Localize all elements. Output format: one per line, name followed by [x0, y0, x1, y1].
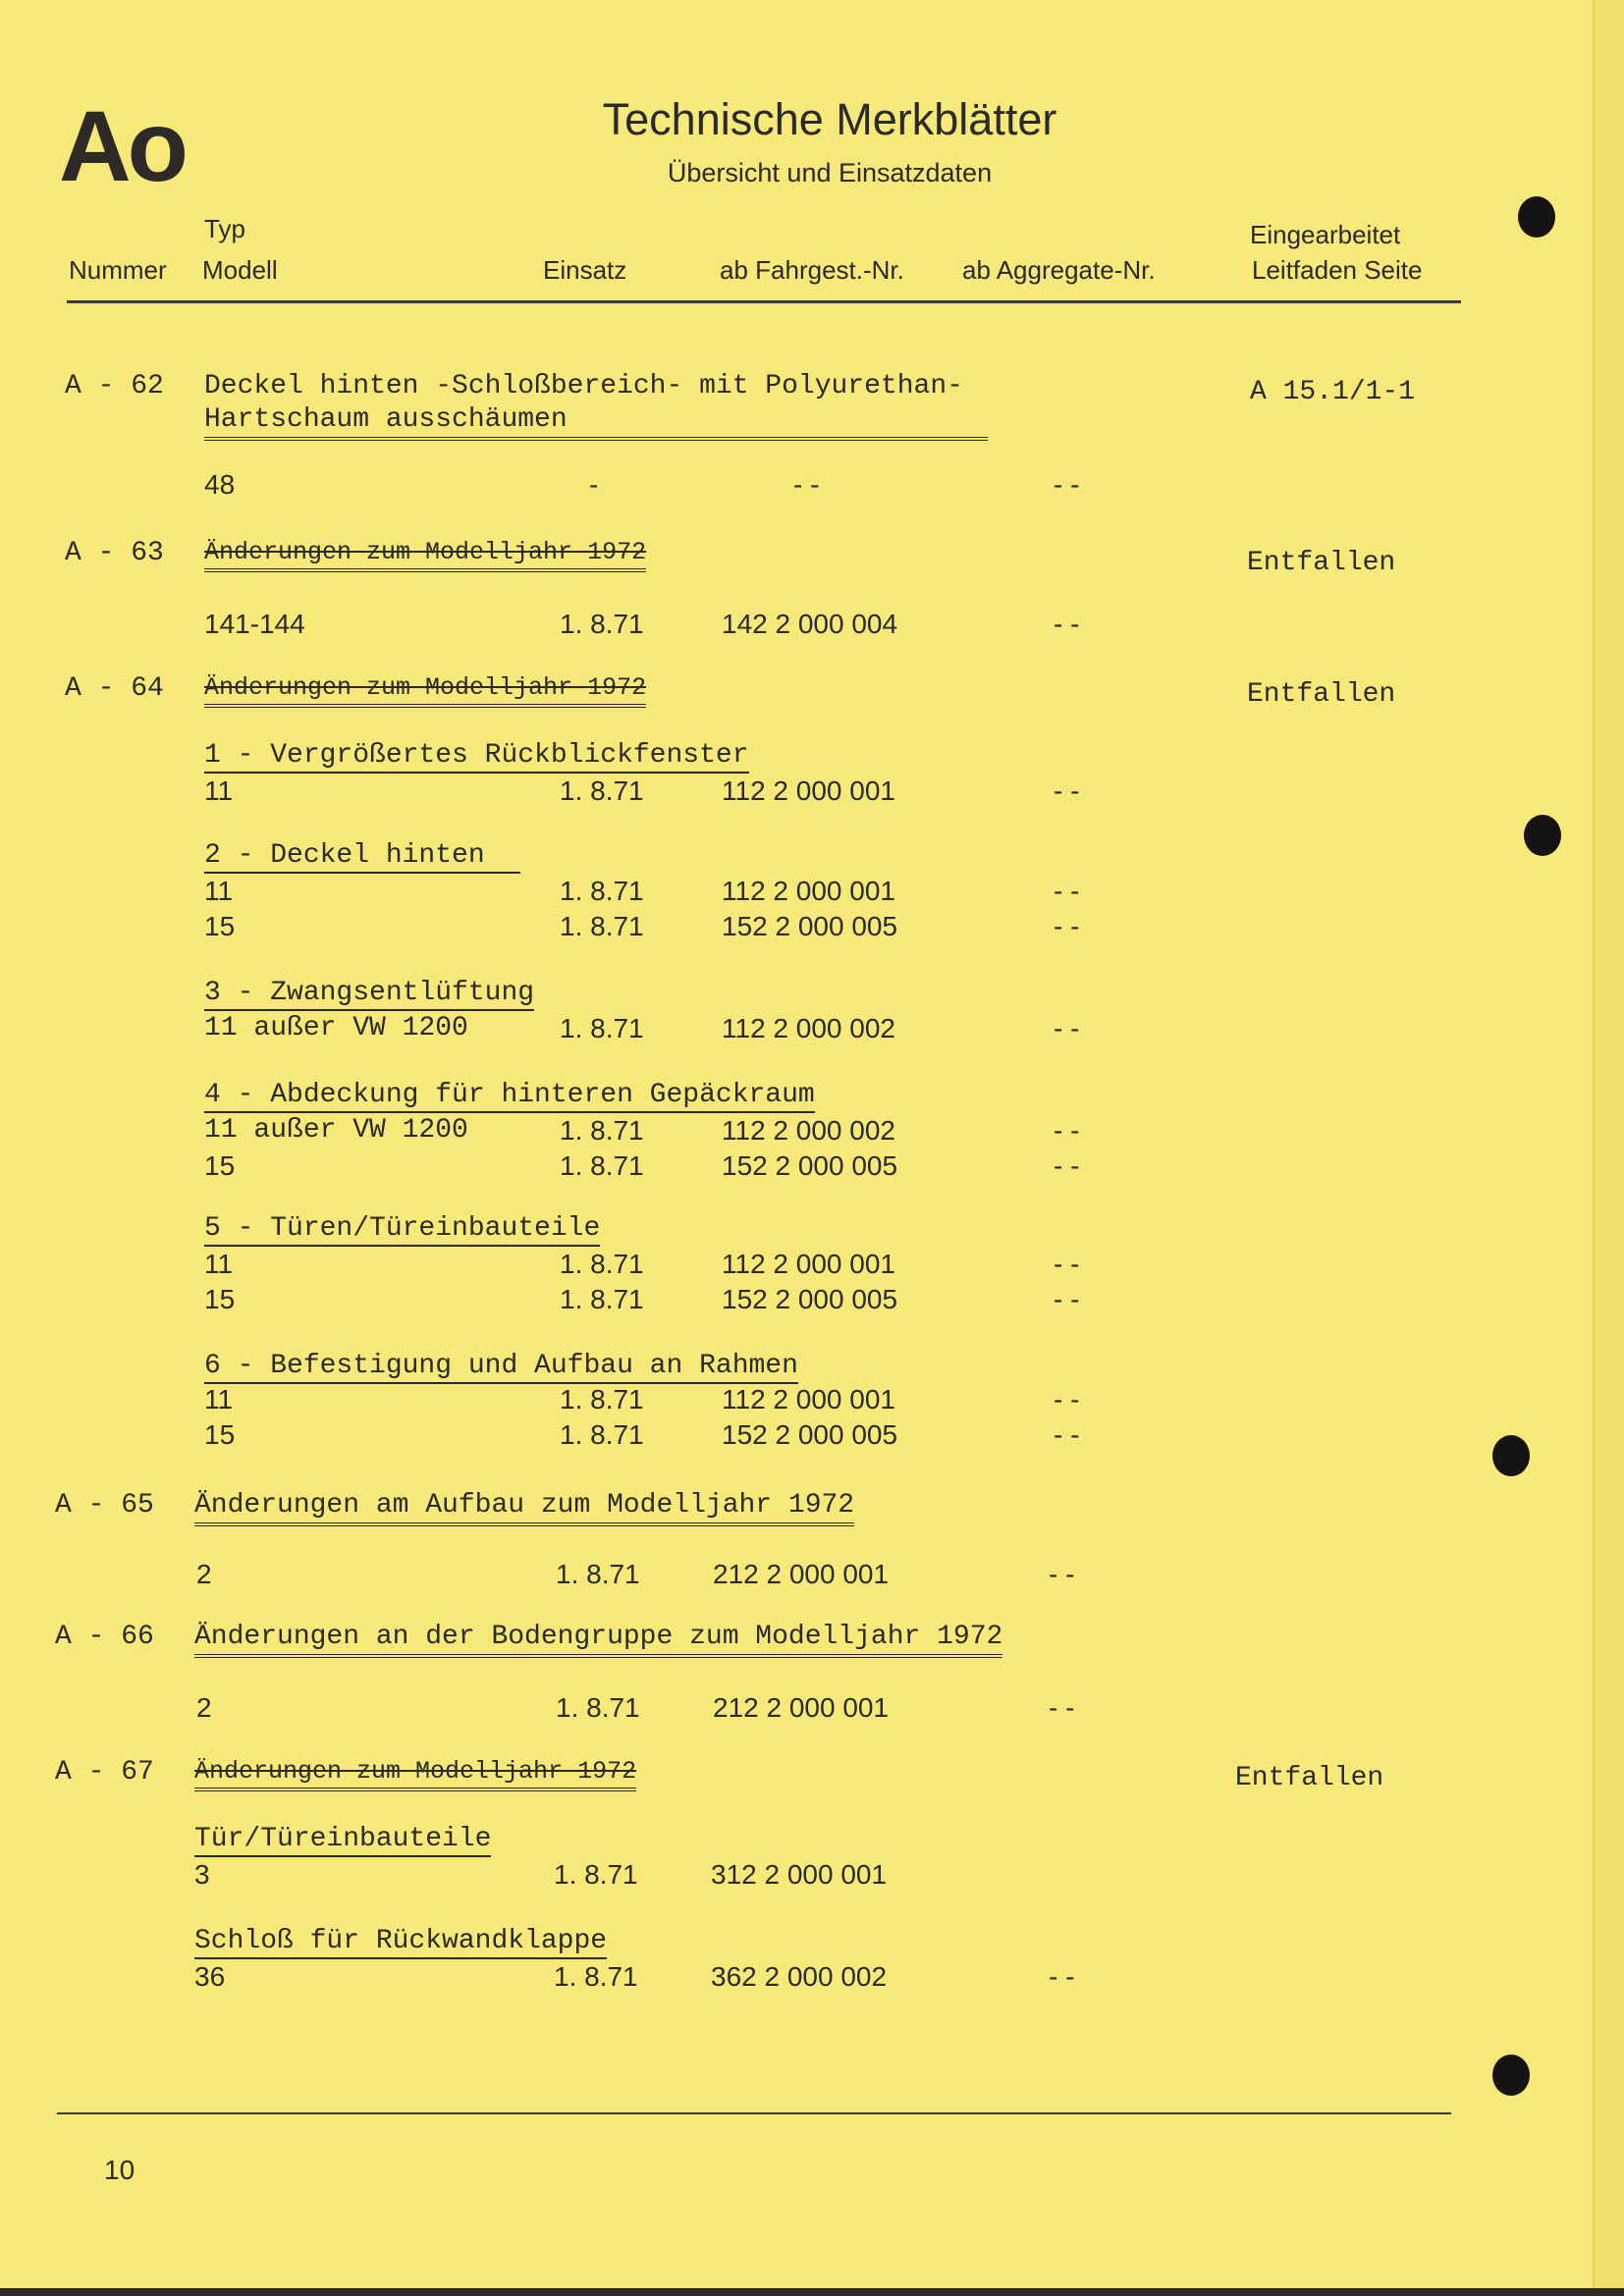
einsatz-value: 1. 8.71 [560, 609, 644, 639]
punch-hole [1518, 196, 1555, 238]
col-einsatz: Einsatz [543, 255, 627, 285]
punch-hole [1492, 2055, 1530, 2096]
aggregate-value: - - [1054, 1013, 1080, 1043]
aggregate-value: - - [1054, 1419, 1080, 1450]
modell-value: 11 [204, 1384, 234, 1415]
col-eingearbeitet: Eingearbeitet [1250, 220, 1401, 249]
aggregate-value: - - [1054, 1284, 1080, 1314]
sub-title: 2 - Deckel hinten [204, 840, 520, 874]
modell-value: 48 [204, 469, 236, 500]
entry-title: Deckel hinten -Schloßbereich- mit Polyurethan- [204, 371, 963, 401]
punch-hole [1492, 1435, 1530, 1476]
entry-title: Änderungen an der Bodengruppe zum Modelljahr 1972 [194, 1622, 1002, 1658]
sub-title: Tür/Türeinbauteile [194, 1824, 491, 1857]
fahrgest-value: 112 2 000 001 [722, 1384, 895, 1415]
modell-value: 3 [194, 1859, 210, 1890]
modell-value: 11 außer VW 1200 [204, 1013, 468, 1043]
einsatz-value: 1. 8.71 [560, 1115, 644, 1146]
einsatz-value: 1. 8.71 [560, 911, 644, 941]
fahrgest-value: 212 2 000 001 [713, 1559, 890, 1589]
einsatz-value: 1. 8.71 [560, 1150, 644, 1181]
col-fahrgest: ab Fahrgest.-Nr. [720, 255, 904, 285]
sub-title: 3 - Zwangsentlüftung [204, 978, 534, 1011]
leitfaden-ref: A 15.1/1-1 [1250, 377, 1416, 407]
fahrgest-value: - - [793, 469, 820, 500]
leitfaden-ref: Entfallen [1235, 1763, 1384, 1793]
sub-title: 4 - Abdeckung für hinteren Gepäckraum [204, 1080, 815, 1113]
leitfaden-ref: Entfallen [1247, 679, 1396, 710]
page-subtitle: Übersicht und Einsatzdaten [667, 158, 993, 187]
fahrgest-value: 152 2 000 005 [722, 1419, 898, 1450]
modell-value: 2 [196, 1559, 212, 1589]
entry-number: A - 65 [55, 1490, 154, 1521]
col-typ: Typ [204, 214, 245, 243]
modell-value: 15 [204, 1419, 236, 1450]
aggregate-value: - - [1049, 1692, 1075, 1723]
entry-title: Änderungen zum Modelljahr 1972 [194, 1757, 636, 1791]
sub-title: 6 - Befestigung und Aufbau an Rahmen [204, 1351, 798, 1384]
einsatz-value: 1. 8.71 [560, 775, 644, 806]
einsatz-value: 1. 8.71 [560, 1013, 644, 1043]
einsatz-value: 1. 8.71 [556, 1692, 640, 1723]
aggregate-value: - - [1054, 1249, 1080, 1279]
aggregate-value: - - [1054, 469, 1080, 500]
aggregate-value: - - [1049, 1559, 1075, 1589]
aggregate-value: - - [1054, 1115, 1080, 1146]
entry-number: A - 66 [55, 1622, 154, 1652]
fahrgest-value: 152 2 000 005 [722, 1284, 898, 1314]
einsatz-value: - [589, 469, 599, 500]
aggregate-value: - - [1049, 1961, 1075, 1992]
modell-value: 15 [204, 1284, 236, 1314]
einsatz-value: 1. 8.71 [560, 876, 644, 906]
einsatz-value: 1. 8.71 [556, 1559, 640, 1589]
einsatz-value: 1. 8.71 [560, 1384, 644, 1415]
modell-value: 11 [204, 1249, 234, 1279]
fahrgest-value: 142 2 000 004 [722, 609, 898, 639]
bottom-strip [0, 2288, 1624, 2296]
fahrgest-value: 112 2 000 001 [722, 775, 895, 806]
leitfaden-ref: Entfallen [1247, 548, 1396, 578]
modell-value: 15 [204, 911, 236, 941]
fahrgest-value: 112 2 000 002 [722, 1013, 895, 1043]
col-nummer: Nummer [69, 255, 167, 285]
logo: Ao [59, 90, 185, 202]
aggregate-value: - - [1054, 775, 1080, 806]
fahrgest-value: 152 2 000 005 [722, 911, 898, 941]
page-title: Technische Merkblätter [602, 94, 1057, 144]
col-aggregate: ab Aggregate-Nr. [962, 255, 1156, 285]
sub-title: 1 - Vergrößertes Rückblickfenster [204, 740, 749, 774]
fahrgest-value: 112 2 000 002 [722, 1115, 895, 1146]
aggregate-value: - - [1054, 1384, 1080, 1415]
einsatz-value: 1. 8.71 [554, 1961, 638, 1992]
page-number: 10 [104, 2155, 135, 2185]
modell-value: 11 [204, 775, 234, 806]
fahrgest-value: 152 2 000 005 [722, 1150, 898, 1181]
fahrgest-value: 312 2 000 001 [711, 1859, 888, 1890]
modell-value: 11 außer VW 1200 [204, 1115, 468, 1146]
einsatz-value: 1. 8.71 [560, 1419, 644, 1450]
einsatz-value: 1. 8.71 [554, 1859, 638, 1890]
modell-value: 15 [204, 1150, 236, 1181]
einsatz-value: 1. 8.71 [560, 1249, 644, 1279]
entry-number: A - 63 [65, 538, 164, 568]
fahrgest-value: 212 2 000 001 [713, 1692, 890, 1723]
aggregate-value: - - [1054, 1150, 1080, 1181]
footer-rule [57, 2112, 1451, 2114]
page-edge [1593, 0, 1624, 2296]
entry-title: Änderungen am Aufbau zum Modelljahr 1972 [194, 1490, 854, 1526]
einsatz-value: 1. 8.71 [560, 1284, 644, 1314]
fahrgest-value: 112 2 000 001 [722, 876, 895, 906]
modell-value: 141-144 [204, 609, 305, 639]
col-leitfaden: Leitfaden Seite [1252, 255, 1423, 285]
sub-title: 5 - Türen/Türeinbauteile [204, 1213, 600, 1247]
sub-title: Schloß für Rückwandklappe [194, 1926, 607, 1959]
entry-number: A - 67 [55, 1757, 154, 1788]
header-rule [67, 300, 1461, 303]
fahrgest-value: 112 2 000 001 [722, 1249, 895, 1279]
modell-value: 11 [204, 876, 234, 906]
modell-value: 2 [196, 1692, 212, 1723]
entry-title: Änderungen zum Modelljahr 1972 [204, 673, 646, 708]
entry-title: Änderungen zum Modelljahr 1972 [204, 538, 646, 572]
fahrgest-value: 362 2 000 002 [711, 1961, 888, 1992]
entry-number: A - 62 [65, 371, 164, 401]
aggregate-value: - - [1054, 876, 1080, 906]
modell-value: 36 [194, 1961, 226, 1992]
entry-number: A - 64 [65, 673, 164, 704]
aggregate-value: - - [1054, 911, 1080, 941]
punch-hole [1524, 815, 1561, 856]
entry-title: Hartschaum ausschäumen [204, 404, 988, 441]
col-modell: Modell [202, 255, 278, 285]
aggregate-value: - - [1054, 609, 1080, 639]
